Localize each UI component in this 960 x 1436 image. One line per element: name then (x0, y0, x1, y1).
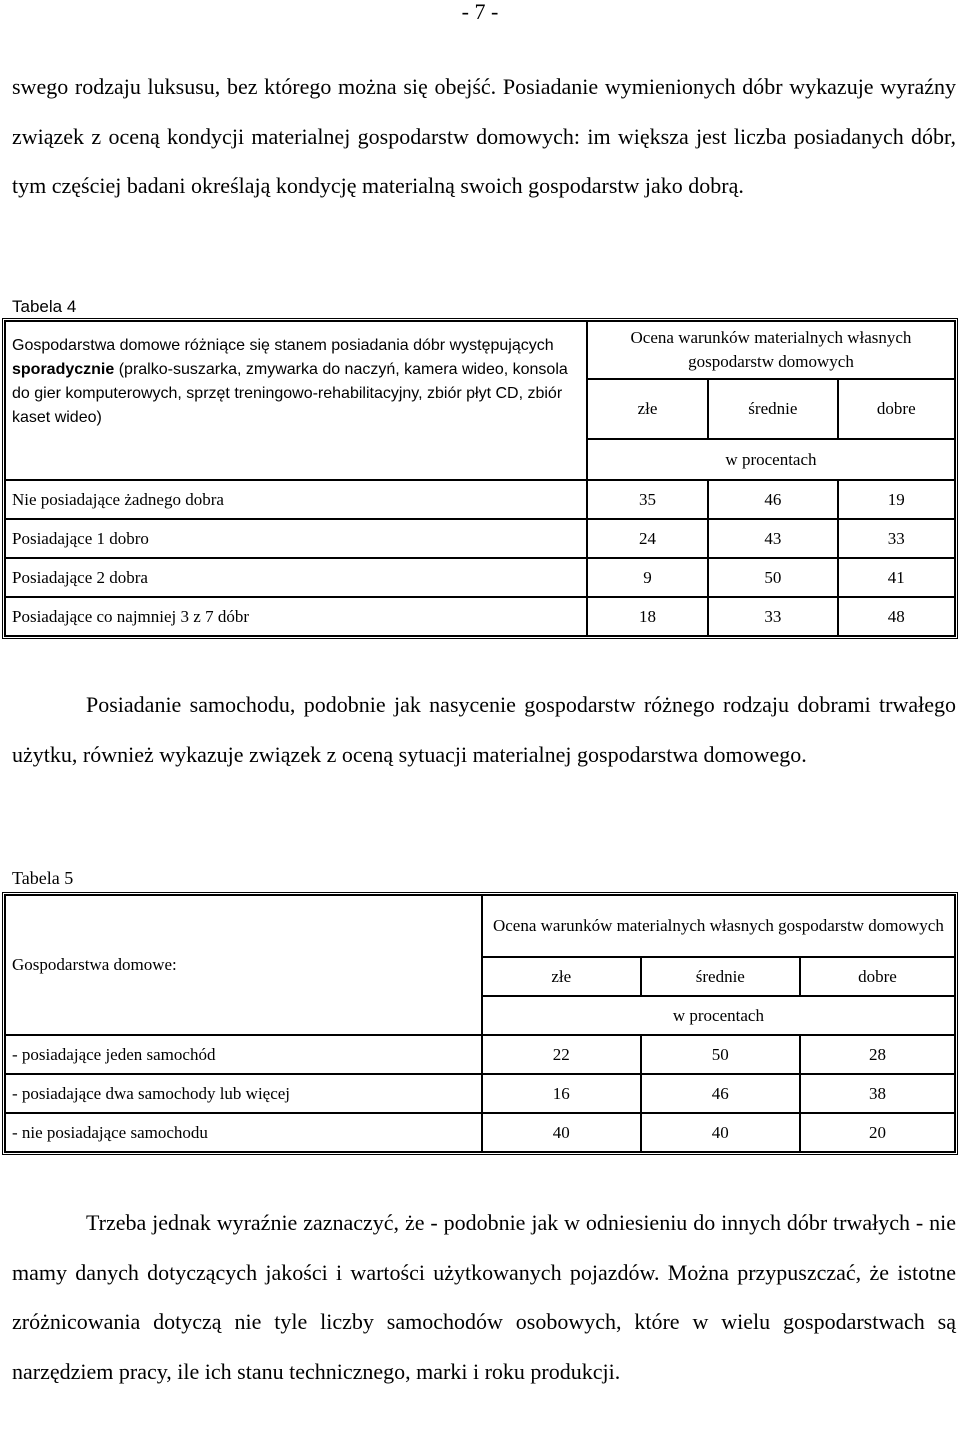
table-cell: 33 (838, 519, 955, 558)
table-cell: 16 (482, 1074, 641, 1113)
table-cell: 41 (838, 558, 955, 597)
table4-col-good: dobre (838, 379, 955, 439)
table4 (2, 318, 958, 639)
table-row-label: Posiadające 2 dobra (5, 558, 587, 597)
table-row-label: - posiadające jeden samochód (5, 1035, 482, 1074)
table4-col-mid: średnie (708, 379, 837, 439)
table-row-label: - posiadające dwa samochody lub więcej (5, 1074, 482, 1113)
page-number: - 7 - (461, 0, 499, 24)
paragraph-intro: swego rodzaju luksusu, bez którego można się obejść. Posiadanie wymienionych dóbr wykazuje wyraźny związek z oceną kondycji materialnej gospodarstw domowych: im większa jest liczba posiadanych dóbr, tym częściej badani określają kondycję materialną swoich gospodarstw jako dobrą. (12, 74, 956, 198)
table-cell: 28 (800, 1035, 955, 1074)
table4-caption: Tabela 4 (12, 297, 77, 316)
table-cell: 38 (800, 1074, 955, 1113)
table-cell: 33 (708, 597, 837, 636)
table-cell: 43 (708, 519, 837, 558)
table5-col-bad: złe (482, 957, 641, 996)
table5-col-mid: średnie (641, 957, 800, 996)
table-row-label: - nie posiadające samochodu (5, 1113, 482, 1152)
table5-col-good: dobre (800, 957, 955, 996)
table-cell: 46 (708, 480, 837, 519)
table-cell: 50 (641, 1035, 800, 1074)
table4-unit: w procentach (587, 439, 955, 480)
table5 (2, 892, 958, 1155)
table-cell: 50 (708, 558, 837, 597)
table5-unit: w procentach (482, 996, 955, 1035)
table-row-label: Posiadające 1 dobro (5, 519, 587, 558)
table4-description: Gospodarstwa domowe różniące się stanem posiadania dóbr występujących sporadycznie (pralko-suszarka, zmywarka do naczyń, kamera wideo, konsola do gier komputerowych, sprzęt treningowo-rehabilitacyjny, zbiór płyt CD, zbiór kaset wideo) (5, 321, 587, 480)
table-row-label: Nie posiadające żadnego dobra (5, 480, 587, 519)
table4-group-header: Ocena warunków materialnych własnych gospodarstw domowych (587, 321, 955, 379)
table-row-label: Posiadające co najmniej 3 z 7 dóbr (5, 597, 587, 636)
table-cell: 20 (800, 1113, 955, 1152)
table-cell: 48 (838, 597, 955, 636)
table5-caption: Tabela 5 (12, 868, 74, 888)
table-cell: 46 (641, 1074, 800, 1113)
table-cell: 35 (587, 480, 708, 519)
table5-group-header: Ocena warunków materialnych własnych gospodarstw domowych (482, 895, 955, 957)
paragraph-car: Posiadanie samochodu, podobnie jak nasycenie gospodarstw różnego rodzaju dobrami trwałego użytku, również wykazuje związek z oceną sytuacji materialnej gospodarstwa domowego. (12, 692, 956, 767)
table-cell: 24 (587, 519, 708, 558)
table-cell: 18 (587, 597, 708, 636)
table-cell: 19 (838, 480, 955, 519)
table4-col-bad: złe (587, 379, 708, 439)
table-cell: 40 (482, 1113, 641, 1152)
table-cell: 40 (641, 1113, 800, 1152)
paragraph-conclusion: Trzeba jednak wyraźnie zaznaczyć, że - podobnie jak w odniesieniu do innych dóbr trwałych - nie mamy danych dotyczących jakości i wartości użytkowanych pojazdów. Można przypuszczać, że istotne zróżnicowania dotyczą nie tyle liczby samochodów osobowych, które w wielu gospodarstwach są narzędziem pracy, ile ich stanu technicznego, marki i roku produkcji. (12, 1210, 956, 1384)
table-cell: 9 (587, 558, 708, 597)
table5-description: Gospodarstwa domowe: (5, 895, 482, 1035)
table-cell: 22 (482, 1035, 641, 1074)
